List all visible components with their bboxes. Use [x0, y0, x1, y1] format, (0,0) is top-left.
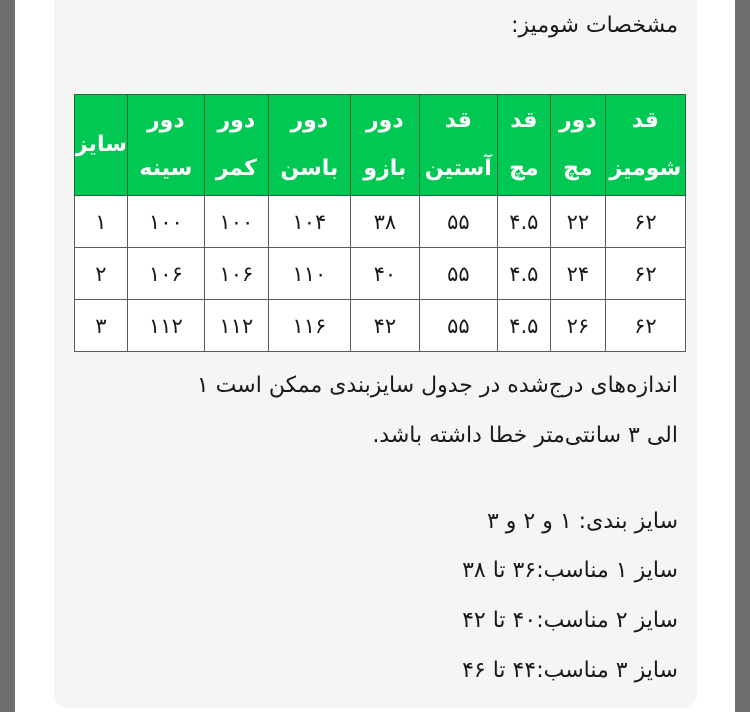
left-frame-edge	[0, 0, 15, 712]
header-cuff-length: قد مچ	[497, 95, 550, 196]
measurement-tolerance-note	[197, 361, 678, 461]
size-3-fit-text: سایز ۳ مناسب:۴۴ تا ۴۶	[462, 658, 678, 683]
table-row	[75, 248, 686, 300]
cell-wrist-circumference: ۲۴	[550, 248, 605, 300]
header-sleeve-length: قد آستین	[419, 95, 497, 196]
cell-shirt-length: ۶۲	[605, 196, 685, 248]
cell-sleeve-length: ۵۵	[419, 300, 497, 352]
size-1-fit-text: سایز ۱ مناسب:۳۶ تا ۳۸	[462, 558, 678, 583]
cell-size: ۲	[75, 248, 128, 300]
cell-wrist-circumference: ۲۶	[550, 300, 605, 352]
table-row	[75, 196, 686, 248]
available-sizes-text: سایز بندی: ۱ و ۲ و ۳	[486, 509, 678, 534]
cell-chest-circumference: ۱۰۰	[127, 196, 204, 248]
cell-waist-circumference: ۱۱۲	[204, 300, 268, 352]
cell-size: ۱	[75, 196, 128, 248]
size-2-fit-text: سایز ۲ مناسب:۴۰ تا ۴۲	[462, 608, 678, 633]
product-description-panel	[54, 0, 697, 708]
cell-shirt-length: ۶۲	[605, 300, 685, 352]
cell-waist-circumference: ۱۰۰	[204, 196, 268, 248]
cell-cuff-length: ۴.۵	[497, 196, 550, 248]
cell-chest-circumference: ۱۱۲	[127, 300, 204, 352]
header-waist-circumference: دور کمر	[204, 95, 268, 196]
cell-sleeve-length: ۵۵	[419, 248, 497, 300]
cell-shirt-length: ۶۲	[605, 248, 685, 300]
note-line-1: اندازه‌های درج‌شده در جدول سایزبندی ممکن است ۱	[196, 373, 678, 398]
cell-cuff-length: ۴.۵	[497, 300, 550, 352]
cell-arm-circumference: ۴۲	[350, 300, 419, 352]
cell-wrist-circumference: ۲۲	[550, 196, 605, 248]
cell-hip-circumference: ۱۰۴	[268, 196, 350, 248]
cell-sleeve-length: ۵۵	[419, 196, 497, 248]
cell-hip-circumference: ۱۱۰	[268, 248, 350, 300]
cell-waist-circumference: ۱۰۶	[204, 248, 268, 300]
note-line-2: الی ۳ سانتی‌متر خطا داشته باشد.	[372, 423, 678, 448]
header-shirt-length: قد شومیز	[605, 95, 685, 196]
size-chart-table	[74, 94, 686, 352]
cell-hip-circumference: ۱۱۶	[268, 300, 350, 352]
header-hip-circumference: دور باسن	[268, 95, 350, 196]
cell-chest-circumference: ۱۰۶	[127, 248, 204, 300]
cell-arm-circumference: ۴۰	[350, 248, 419, 300]
header-chest-circumference: دور سینه	[127, 95, 204, 196]
cell-cuff-length: ۴.۵	[497, 248, 550, 300]
cell-arm-circumference: ۳۸	[350, 196, 419, 248]
header-size: سایز	[75, 95, 128, 196]
cell-size: ۳	[75, 300, 128, 352]
table-header-row	[75, 95, 686, 196]
header-arm-circumference: دور بازو	[350, 95, 419, 196]
right-frame-edge	[735, 0, 750, 712]
section-title: مشخصات شومیز:	[511, 13, 678, 38]
header-wrist-circumference: دور مچ	[550, 95, 605, 196]
table-row	[75, 300, 686, 352]
